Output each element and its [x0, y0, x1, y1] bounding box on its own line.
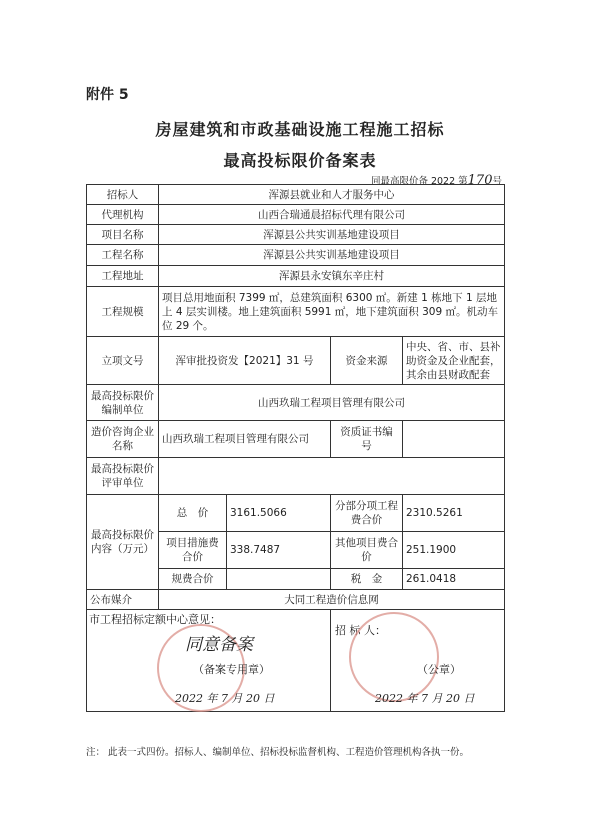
- record-table: [86, 184, 505, 712]
- engineering-label: 工程名称: [87, 245, 159, 266]
- table-row: [87, 610, 505, 712]
- cert-value: [403, 421, 505, 458]
- fee-price-label: 规费合价: [159, 569, 227, 590]
- address-label: 工程地址: [87, 266, 159, 287]
- tenderer-value: 浑源县就业和人才服务中心: [159, 185, 505, 205]
- sub-price-value: 2310.5261: [403, 495, 505, 532]
- official-seal-stamp: [349, 612, 439, 702]
- fund-source-label: 资金来源: [331, 337, 403, 385]
- compiler-label: 最高投标限价编制单位: [87, 385, 159, 421]
- center-opinion-label: 市工程招标定额中心意见：: [89, 613, 221, 626]
- table-row: [87, 245, 505, 266]
- agency-label: 代理机构: [87, 205, 159, 225]
- table-row: [87, 185, 505, 205]
- media-value: 大同工程造价信息网: [159, 590, 505, 610]
- consult-value: 山西玖瑞工程项目管理有限公司: [159, 421, 331, 458]
- tenderer-sign-label: 招 标 人：: [335, 624, 386, 637]
- address-value: 浑源县永安镇东辛庄村: [159, 266, 505, 287]
- table-row: [87, 337, 505, 385]
- center-opinion-cell: [87, 610, 331, 712]
- tax-value: 261.0418: [403, 569, 505, 590]
- file-number-prefix: 同最高限价备 2022 第: [370, 176, 468, 187]
- fee-price-value: [227, 569, 331, 590]
- table-row: [87, 225, 505, 245]
- other-price-value: 251.1900: [403, 532, 505, 569]
- file-number-suffix: 号: [492, 176, 502, 187]
- page-title-line1: 房屋建筑和市政基础设施工程施工招标: [155, 120, 445, 139]
- project-value: 浑源县公共实训基地建设项目: [159, 225, 505, 245]
- tenderer-label: 招标人: [87, 185, 159, 205]
- review-value: [159, 458, 505, 495]
- media-label: 公布媒介: [87, 590, 159, 610]
- file-number-handwritten: 170: [467, 173, 493, 188]
- cert-label: 资质证书编 号: [331, 421, 403, 458]
- agency-value: 山西合瑞通晨招标代理有限公司: [159, 205, 505, 225]
- fund-source-value: 中央、省、市、县补助资金及企业配套，其余由县财政配套: [403, 337, 505, 385]
- sub-price-label: 分部分项工程费合价: [331, 495, 403, 532]
- approval-label: 立项文号: [87, 337, 159, 385]
- total-price-label: 总 价: [159, 495, 227, 532]
- tenderer-sign-date: 2022 年 7 月 20 日: [375, 692, 475, 705]
- table-row: [87, 287, 505, 337]
- table-row: [87, 590, 505, 610]
- footnote: 注： 此表一式四份。招标人、编制单位、招标投标监督机构、工程造价管理机构各执一份。: [86, 747, 470, 758]
- measure-price-label: 项目措施费合价: [159, 532, 227, 569]
- attachment-label: 附件 5: [86, 87, 129, 103]
- measure-price-value: 338.7487: [227, 532, 331, 569]
- approval-value: 浑审批投资发【2021】31 号: [159, 337, 331, 385]
- approval-handwriting: 同意备案: [185, 635, 253, 655]
- price-label: 最高投标限价内容（万元）: [87, 495, 159, 590]
- tax-label: 税 金: [331, 569, 403, 590]
- table-row: [87, 266, 505, 287]
- engineering-value: 浑源县公共实训基地建设项目: [159, 245, 505, 266]
- total-price-value: 3161.5066: [227, 495, 331, 532]
- official-seal-note: （公章）: [417, 663, 461, 676]
- table-row: [87, 421, 505, 458]
- table-row: [87, 458, 505, 495]
- other-price-label: 其他项目费合价: [331, 532, 403, 569]
- project-label: 项目名称: [87, 225, 159, 245]
- page-title-line2: 最高投标限价备案表: [223, 151, 377, 170]
- compiler-value: 山西玖瑞工程项目管理有限公司: [159, 385, 505, 421]
- table-row: [87, 495, 505, 532]
- record-seal-note: （备案专用章）: [193, 663, 270, 676]
- table-row: [87, 385, 505, 421]
- consult-label: 造价咨询企业名称: [87, 421, 159, 458]
- scale-value: 项目总用地面积 7399 ㎡，总建筑面积 6300 ㎡。新建 1 栋地下 1 层地上 4 层实训楼。地上建筑面积 5991 ㎡，地下建筑面积 309 ㎡。机动车位 29 个。: [159, 287, 505, 337]
- scale-label: 工程规模: [87, 287, 159, 337]
- review-label: 最高投标限价评审单位: [87, 458, 159, 495]
- table-row: [87, 205, 505, 225]
- center-opinion-date: 2022 年 7 月 20 日: [175, 692, 275, 705]
- tenderer-sign-cell: [331, 610, 505, 712]
